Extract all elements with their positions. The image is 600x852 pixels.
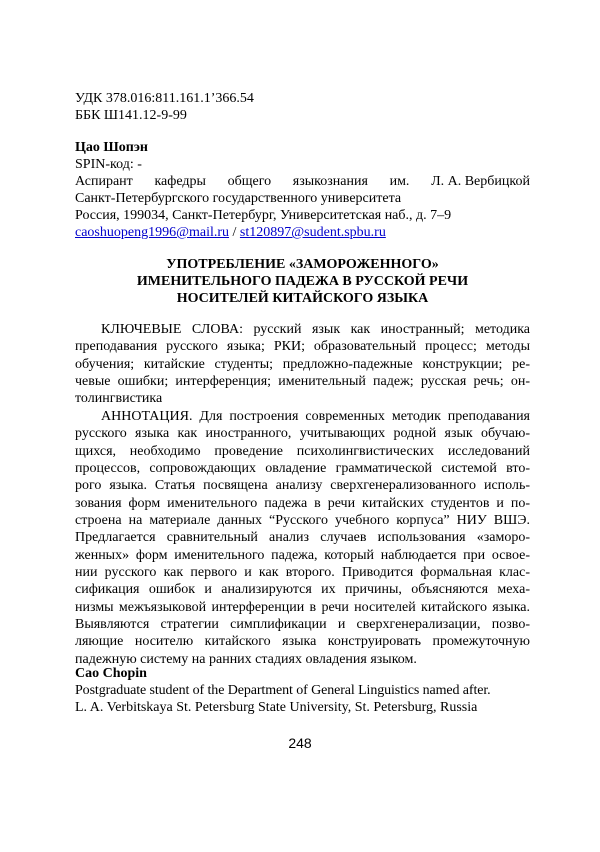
author-name-en: Cao Chopin [75,666,147,681]
position-word: общего [227,174,272,189]
keywords-line: преподавания русского языка; РКИ; образовательный процесс; методы [75,339,530,355]
position-word: им. [389,174,410,189]
author-name-ru: Цао Шопэн [75,140,148,155]
abstract-line: низмы межъязыковой интерференции в речи носителей китайского языка. [75,599,530,615]
abstract-line: щихся, необходимо проведение психолингвистических исследований [75,443,530,459]
abstract-paragraph [75,408,530,668]
email-link-2[interactable]: st120897@sudent.spbu.ru [239,225,386,240]
position-word: языкознания [292,174,368,189]
author-emails [75,224,530,241]
article-title [75,256,530,307]
author-position [75,173,530,190]
keywords-line: чевые ошибки; интерференция; именительный падеж; русская речь; он- [75,374,530,390]
abstract-line: зования форм именительного падежа в речи китайских студентов и по- [75,495,530,511]
keywords-line: КЛЮЧЕВЫЕ СЛОВА: русский язык как иностранный; методика [101,322,530,337]
author-affiliation-en-1: Postgraduate student of the Department of General Linguistics named after. [75,683,491,698]
abstract-line: Выявляются стратегии симплификации и сверхгенерализации, позво- [75,617,530,633]
author-spin: SPIN-код: - [75,157,142,172]
abstract-line: строена на материале данных “Русского учебного корпуса” НИУ ВШЭ. [75,513,530,529]
title-line: ИМЕНИТЕЛЬНОГО ПАДЕЖА В РУССКОЙ РЕЧИ [136,274,469,289]
author-university: Санкт-Петербургского государственного университета [75,191,402,206]
author-affiliation-en-2: L. A. Verbitskaya St. Petersburg State University, St. Petersburg, Russia [75,700,478,715]
position-word: Л. А. Вербицкой [431,174,530,189]
title-line: УПОТРЕБЛЕНИЕ «ЗАМОРОЖЕННОГО» [166,257,439,272]
abstract-line: русского языка как иностранного, учитывающих родной язык обучаю- [75,426,530,442]
email-separator: / [229,225,240,240]
title-line: НОСИТЕЛЕЙ КИТАЙСКОГО ЯЗЫКА [176,291,429,306]
page-number: 248 [288,735,312,751]
abstract-line: процессов, сопровождающих овладение грамматической системой вто- [75,461,530,477]
abstract-line: АННОТАЦИЯ. Для построения современных методик преподавания [101,409,530,424]
udk-code: УДК 378.016:811.161.1’366.54 [75,91,254,106]
abstract-line: женных» форм именительного падежа, который наблюдается при освое- [75,547,530,563]
abstract-line: падежную систему на ранних стадиях овладения языком. [75,651,417,667]
abstract-line: нии русского как первого и как второго. Приводится формальная клас- [75,565,530,581]
abstract-line: рого языка. Статья посвящена анализу сверхгенерализованного исполь- [75,478,530,494]
keywords-line: обучения; китайские студенты; предложно-падежные конструкции; ре- [75,356,530,372]
email-link-1[interactable]: caoshuopeng1996@mail.ru [75,225,230,240]
author-address: Россия, 199034, Санкт-Петербург, Университетская наб., д. 7–9 [75,208,452,223]
abstract-line: Предлагается сравнительный анализ случаев использования «заморо- [75,530,530,546]
position-word: Аспирант [75,174,133,189]
keywords-line: толингвистика [75,391,163,407]
abstract-line: сификация ошибок и анализируются их причины, объясняются меха- [75,582,530,598]
abstract-line: ляющие носителю китайского языка конструировать промежуточную [75,634,530,650]
bbk-code: ББК Ш141.12-9-99 [75,108,187,123]
position-word: кафедры [154,174,206,189]
keywords-paragraph [75,321,530,408]
